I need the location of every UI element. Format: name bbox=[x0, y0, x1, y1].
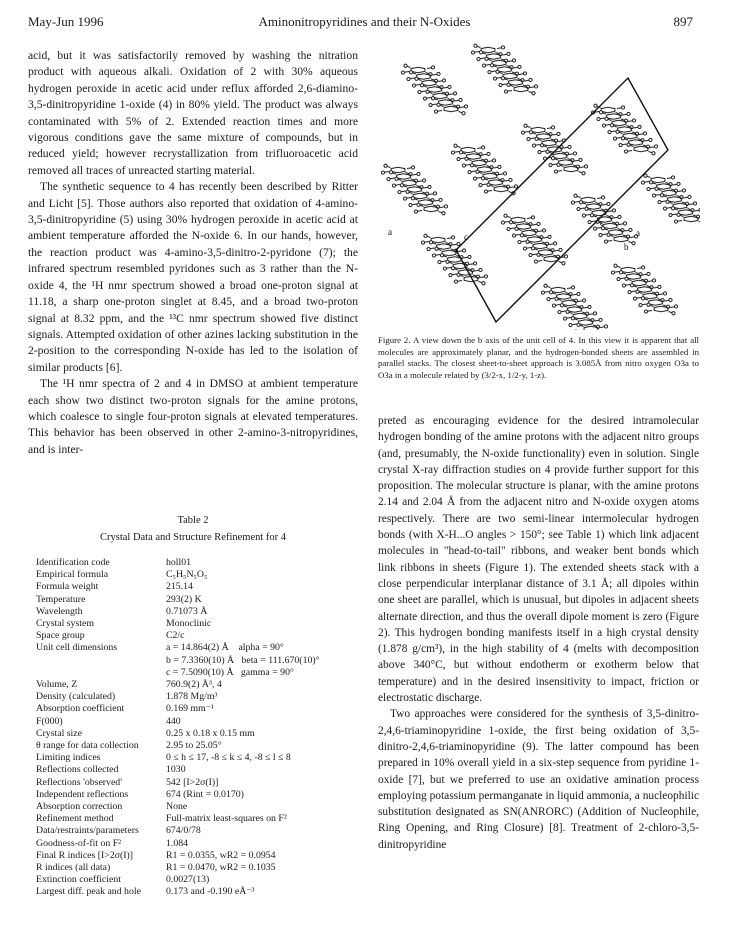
table-value: Monoclinic bbox=[166, 618, 212, 630]
table-key: Independent reflections bbox=[36, 788, 129, 800]
axis-label-c: c bbox=[464, 232, 468, 242]
table-row bbox=[36, 850, 356, 862]
table-key: Formula weight bbox=[36, 581, 99, 593]
table-value: R1 = 0.0470, wR2 = 0.1035 bbox=[166, 862, 276, 874]
molecule bbox=[471, 44, 504, 56]
molecule bbox=[647, 181, 680, 193]
molecule bbox=[387, 171, 420, 183]
molecule bbox=[558, 304, 591, 316]
table-key: Empirical formula bbox=[36, 569, 109, 581]
table-key: Refinement method bbox=[36, 813, 114, 825]
molecule bbox=[457, 151, 490, 163]
table-key: Identification code bbox=[36, 557, 110, 568]
table-row bbox=[36, 691, 356, 703]
molecule bbox=[639, 297, 672, 309]
table-key: F(000) bbox=[36, 715, 63, 727]
table-value: Full-matrix least-squares on F² bbox=[166, 813, 287, 825]
table-value: 1.878 Mg/m³ bbox=[166, 691, 218, 703]
molecule bbox=[521, 124, 554, 136]
molecule bbox=[617, 271, 650, 283]
table-value: 215.14 bbox=[166, 581, 193, 593]
molecule bbox=[501, 214, 534, 226]
page-number: 897 bbox=[673, 14, 693, 29]
table-key: Reflections collected bbox=[36, 764, 119, 776]
molecule bbox=[547, 291, 580, 303]
molecule bbox=[409, 197, 442, 209]
paragraph: preted as encouraging evidence for the desired intramolecular hydrogen bonding of the amine protons with the adjacent nitro groups (and, presumably, the N-oxide functionality) even in solution. Single crystal X-ray diffraction studies on 4 provide further support for this proposition. The molecular structure is planar, with the amine protons 2.14 and 2.04 Å from the adjacent nitro and N-oxide oxygen atoms respectively. There are two semi-linear intermolecular hydrogen bonds (with X-H...O angles > 150°; see Table 1) which link adjacent molecules in "head-to-tail" ribbons, and weaker bent bonds which link ribbons in sheets (Figure 1). The extended sheets stack with a close perpendicular interplanar distance of 3.1 Å; all dipoles within one sheet are parallel, which is unusual, but dipoles in adjacent sheets alternate direction, and thus the overall dipole moment is zero (Figure 2). This hydrogen bonding manifests itself in a high crystal density (1.878 g/cm³), in the high stability of 4 (melts with decomposition above 340°C, but without endotherm or exotherm below that temperature) and in the desired insensitivity to impact, friction or electrostatic discharge. bbox=[378, 415, 699, 705]
table-row bbox=[36, 777, 356, 789]
table-value: 0.71073 Å bbox=[166, 605, 208, 617]
molecule bbox=[597, 111, 630, 123]
molecule bbox=[582, 207, 615, 219]
table-value: 674/0/78 bbox=[166, 825, 201, 837]
table-key: Volume, Z bbox=[36, 679, 78, 691]
table-row bbox=[36, 764, 356, 776]
molecule bbox=[608, 124, 641, 136]
molecule bbox=[619, 137, 652, 149]
table-row bbox=[36, 569, 356, 581]
molecule bbox=[401, 64, 434, 76]
molecule bbox=[527, 131, 560, 143]
table-row bbox=[36, 728, 356, 740]
table-key: θ range for data collection bbox=[36, 740, 139, 752]
molecule bbox=[392, 177, 425, 189]
molecule bbox=[438, 254, 471, 266]
table-key: Temperature bbox=[36, 593, 86, 605]
table-value: 760.9(2) Å³, 4 bbox=[166, 679, 222, 691]
table-value: a = 14.864(2) Å alpha = 90° b = 7.3360(10) Å beta = 111.670(10)° c = 7.5090(10) Å gamma = 90° bbox=[166, 642, 320, 678]
running-header-date: May-Jun 1996 bbox=[28, 14, 104, 29]
molecule bbox=[532, 137, 565, 149]
table-row bbox=[36, 581, 356, 593]
table-label: Table 2 bbox=[177, 515, 209, 526]
table-key: Final R indices [I>2σ(I)] bbox=[36, 849, 134, 861]
molecule bbox=[477, 51, 510, 63]
molecule bbox=[658, 194, 691, 206]
table-value: 0.25 x 0.18 x 0.15 mm bbox=[166, 727, 255, 739]
molecule bbox=[398, 184, 431, 196]
table-row bbox=[36, 606, 356, 618]
molecule bbox=[454, 273, 487, 285]
molecule bbox=[479, 177, 512, 189]
table-value: 542 [I>2σ(I)] bbox=[166, 776, 219, 788]
table-title: Crystal Data and Structure Refinement for 4 bbox=[99, 532, 287, 543]
molecule bbox=[421, 234, 454, 246]
axis-label-c: c bbox=[600, 218, 604, 228]
table-value: None bbox=[166, 801, 188, 813]
molecule bbox=[543, 150, 576, 162]
table-key: Reflections 'observed' bbox=[36, 776, 122, 788]
table-key: Extinction coefficient bbox=[36, 874, 121, 886]
table-key: Space group bbox=[36, 630, 85, 642]
molecule bbox=[633, 290, 666, 302]
molecule bbox=[541, 284, 574, 296]
table-value: 674 (Rint = 0.0170) bbox=[166, 788, 244, 800]
molecule bbox=[473, 170, 506, 182]
molecule bbox=[599, 227, 632, 239]
table-value: 1030 bbox=[166, 764, 186, 776]
table-row bbox=[36, 716, 356, 728]
table-key: Data/restraints/parameters bbox=[36, 825, 139, 837]
molecule bbox=[549, 157, 582, 169]
molecule bbox=[571, 194, 604, 206]
crystal-data-table bbox=[36, 557, 356, 899]
molecule bbox=[488, 64, 521, 76]
axis-label-a: a bbox=[636, 228, 640, 238]
table-key: Absorption coefficient bbox=[36, 703, 125, 715]
unit-cell-edge bbox=[456, 250, 496, 322]
figure-caption: Figure 2. A view down the b axis of the unit cell of 4. In this view it is apparent that all molecules are approximately planar, and the hydrogen-bonded sheets are assembled in parallel stacks. The closest sheet-to-sheet approach is 3.085Å from nitro oxygen O3a to O3a in a molecule related by (3/2-x, 1/2-y, 1-z). bbox=[378, 335, 699, 380]
table-value: 0.0027(13) bbox=[166, 874, 210, 886]
table-key: R indices (all data) bbox=[36, 862, 111, 874]
unit-cell-figure bbox=[378, 40, 700, 330]
molecule bbox=[451, 144, 484, 156]
molecule bbox=[518, 234, 551, 246]
molecule bbox=[644, 303, 677, 315]
paragraph: Two approaches were considered for the synthesis of 3,5-dinitro-2,4,6-triaminopyridine 1-oxide, the first being oxidation of 3,5-dinitro-2,4,6-triaminopyridine (9). The latter compound has been prepared in 10% overall yield in a six-step sequence from pyridine 1-oxide [7], but we preferred to use an oxidative amination process employing potassium permanganate in liquid ammonia, a nucleophilic substitution designated as SN(ANRORC) (Addition of Nucleophile, Ring Opening, and Ring Closure) [8]. Treatment of 2-chloro-3,5-dinitropyridine bbox=[378, 708, 699, 851]
molecule bbox=[427, 241, 460, 253]
crystal-packing-diagram bbox=[378, 40, 700, 330]
paragraph: acid, but it was satisfactorily removed by washing the nitration product with aqueous alkali. Oxidation of 2 with 30% aqueous hydrogen peroxide in acetic acid under reflux afforded 2,6-diamino-3,5-dinitropyridine 1-oxide (4) in 80% yield. The product was always contaminated with 5% of 2. Extended reaction times and more vigorous conditions gave the same mixture of compounds, but in reduced yield; however recrystallization from trifluoroacetic acid removed all traces of unreacted starting material. bbox=[28, 49, 358, 177]
molecule bbox=[504, 83, 537, 95]
molecule bbox=[429, 97, 462, 109]
molecule bbox=[538, 144, 571, 156]
molecule bbox=[423, 90, 456, 102]
table-key: Density (calculated) bbox=[36, 691, 116, 703]
molecule bbox=[663, 200, 696, 212]
table-row bbox=[36, 630, 356, 642]
molecule bbox=[462, 157, 495, 169]
table-value: 0.169 mm⁻¹ bbox=[166, 703, 214, 715]
molecule bbox=[523, 240, 556, 252]
molecule bbox=[529, 247, 562, 259]
table-value: C₅H₅N₅O₅ bbox=[166, 569, 208, 581]
molecule bbox=[493, 70, 526, 82]
molecule bbox=[613, 130, 646, 142]
molecule bbox=[468, 164, 501, 176]
table-row bbox=[36, 594, 356, 606]
table-row bbox=[36, 801, 356, 813]
table-key: Wavelength bbox=[36, 605, 83, 617]
table-row bbox=[36, 825, 356, 837]
molecule bbox=[641, 174, 674, 186]
right-column bbox=[378, 413, 699, 853]
table-value: 1.084 bbox=[166, 837, 189, 849]
molecule bbox=[482, 57, 515, 69]
molecule bbox=[569, 317, 602, 329]
molecule bbox=[418, 84, 451, 96]
molecule bbox=[443, 260, 476, 272]
table-key: Unit cell dimensions bbox=[36, 642, 118, 654]
molecule bbox=[563, 310, 596, 322]
table-row bbox=[36, 838, 356, 850]
table-row bbox=[36, 703, 356, 715]
table-row bbox=[36, 557, 356, 569]
table-row bbox=[36, 642, 356, 679]
table-value: 440 bbox=[166, 715, 181, 727]
table-row bbox=[36, 679, 356, 691]
axis-label-a: a bbox=[388, 227, 392, 237]
table-value: R1 = 0.0355, wR2 = 0.0954 bbox=[166, 849, 276, 861]
molecule bbox=[434, 103, 467, 115]
left-column bbox=[28, 48, 358, 458]
table-row bbox=[36, 813, 356, 825]
molecule bbox=[628, 284, 661, 296]
table-row bbox=[36, 862, 356, 874]
table-row bbox=[36, 789, 356, 801]
table-value: holl01 bbox=[166, 557, 192, 568]
table-value: 0 ≤ h ≤ 17, -8 ≤ k ≤ 4, -8 ≤ l ≤ 8 bbox=[166, 752, 291, 764]
table-key: Largest diff. peak and hole bbox=[36, 886, 141, 898]
molecule bbox=[593, 220, 626, 232]
table-row bbox=[36, 740, 356, 752]
molecule bbox=[499, 77, 532, 89]
table-key: Crystal system bbox=[36, 618, 94, 630]
molecule bbox=[412, 77, 445, 89]
table-value: 0.173 and -0.190 eÅ⁻³ bbox=[166, 886, 255, 898]
molecule bbox=[577, 201, 610, 213]
table-row bbox=[36, 752, 356, 764]
molecule bbox=[403, 190, 436, 202]
axis-label-b: b bbox=[624, 242, 629, 252]
paragraph: The synthetic sequence to 4 has recently been described by Ritter and Licht [5]. Those authors also reported that oxidation of 4-amino-3,5-dinitropyridine (5) using 30% hydrogen peroxide in acetic acid at ambient temperature afforded the N-oxide 6. In our hands, however, the reaction product was 4-amino-3,5-dinitro-2-pyridone (7); the infrared spectrum resembled pyridones such as 3 rather than the N-oxide 4, the ¹H nmr spectrum showed a broad one-proton signal at 11.18, a sharp one-proton singlet at 8.45, and a broad two-proton signal at 8.32 ppm, and the ¹³C nmr spectrum showed five distinct signals. Attempted oxidation of other azines lacking substitution in the 2-position to the corresponding N-oxide has led to the isolation of similar products [6]. bbox=[28, 180, 358, 374]
table-key: Crystal size bbox=[36, 727, 82, 739]
table-row bbox=[36, 886, 356, 898]
molecule bbox=[602, 117, 635, 129]
molecule bbox=[622, 277, 655, 289]
molecule bbox=[624, 143, 657, 155]
molecule bbox=[414, 203, 447, 215]
table-value: C2/c bbox=[166, 630, 185, 642]
paragraph: The ¹H nmr spectra of 2 and 4 in DMSO at ambient temperature each show two distinct two-proton signals for the amine protons, which coalesce to single four-proton signals at elevated temperatures. This behavior has been observed in other 2-amino-3-nitropyridines, and is inter- bbox=[28, 377, 358, 456]
table-key: Goodness-of-fit on F² bbox=[36, 837, 122, 849]
table-key: Absorption correction bbox=[36, 801, 123, 813]
running-header-title: Aminonitropyridines and their N-Oxides bbox=[258, 14, 471, 29]
table-key: Limiting indices bbox=[36, 752, 101, 764]
molecule bbox=[604, 233, 637, 245]
molecule bbox=[554, 163, 587, 175]
molecule bbox=[652, 187, 685, 199]
table-row bbox=[36, 618, 356, 630]
molecule bbox=[552, 297, 585, 309]
table-value: 293(2) K bbox=[166, 593, 202, 605]
molecule bbox=[507, 221, 540, 233]
molecule bbox=[588, 214, 621, 226]
molecule bbox=[407, 71, 440, 83]
molecule bbox=[381, 164, 414, 176]
molecule bbox=[512, 227, 545, 239]
molecule bbox=[611, 264, 644, 276]
table-row bbox=[36, 874, 356, 886]
table-value: 2.95 to 25.05° bbox=[166, 740, 222, 752]
